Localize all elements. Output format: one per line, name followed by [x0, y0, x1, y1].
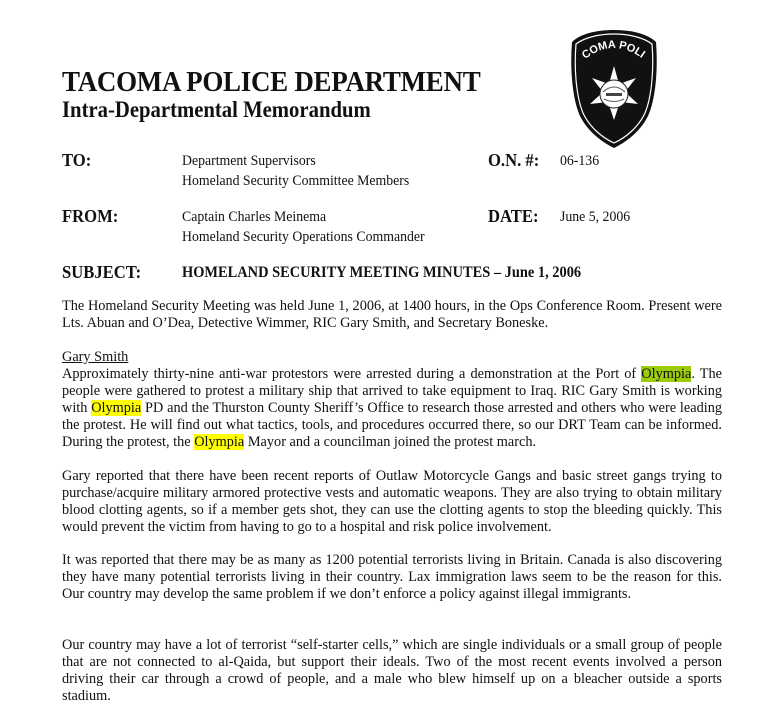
paragraph-4-text: Our country may have a lot of terrorist “self-starter cells,” which are single individuals or a small group of people that are not connected to al-Qaida, but support their ideals. Two of the most recent events involved a person driving their car through a crowd of people, and a male who blew himself up on a bleacher outside a sports stadium.	[62, 637, 722, 704]
paragraph-3	[62, 552, 722, 603]
search-highlight-active: Olympia	[641, 366, 692, 382]
intro-paragraph	[62, 298, 722, 332]
to-label: TO:	[62, 150, 92, 170]
paragraph-2	[62, 468, 722, 536]
on-number-label: O.N. #:	[488, 150, 540, 170]
paragraph-4	[62, 637, 722, 705]
gary-smith-section	[62, 349, 722, 451]
search-highlight: Olympia	[91, 400, 142, 416]
from-label: FROM:	[62, 206, 119, 226]
department-title: TACOMA POLICE DEPARTMENT	[62, 66, 481, 98]
text-run: . The people were gathered to protest a military ship that arrived to take equipment to Iraq. RIC Gary Smith is working with	[62, 366, 722, 416]
paragraph-1	[62, 366, 722, 451]
intro-text: The Homeland Security Meeting was held June 1, 2006, at 1400 hours, in the Ops Conference Room. Present were Lts. Abuan and O’Dea, Detective Wimmer, RIC Gary Smith, and Secretary Boneske.	[62, 298, 722, 331]
section-heading: Gary Smith	[62, 349, 129, 365]
paragraph-2-text: Gary reported that there have been recent reports of Outlaw Motorcycle Gangs and basic street gangs trying to purchase/acquire military armored protective vests and automatic weapons. They are also trying to obtain military blood clotting agents, so if a member gets shot, they can use the clotting agents to stop the bleeding quickly. This would prevent the victim from having to go to a hospital and risk police involvement.	[62, 468, 722, 535]
to-recipient: Homeland Security Committee Members	[182, 173, 410, 189]
text-run: Approximately thirty-nine anti-war protestors were arrested during a demonstration at the Port of	[62, 366, 642, 382]
tacoma-police-badge-icon	[570, 28, 658, 150]
from-sender: Captain Charles Meinema	[182, 209, 327, 225]
on-number-value: 06-136	[560, 153, 600, 169]
paragraph-3-text: It was reported that there may be as many as 1200 potential terrorists living in Britain. Canada is also discovering they have many potential terrorists living in their country. Lax immigration laws seem to be the reason for this. Our country may develop the same problem if we don’t enforce a policy against illegal immigrants.	[62, 552, 722, 602]
memo-subtitle: Intra-Departmental Memorandum	[62, 97, 371, 122]
badge-text: COMA POLI	[579, 38, 648, 62]
to-recipient: Department Supervisors	[182, 153, 316, 169]
subject-value: HOMELAND SECURITY MEETING MINUTES – June 1, 2006	[182, 264, 582, 281]
cut-off-text-line	[62, 719, 722, 725]
date-label: DATE:	[488, 206, 539, 226]
text-run: Mayor and a councilman joined the protest march.	[244, 434, 537, 450]
search-highlight: Olympia	[194, 434, 245, 450]
text-run: PD and the Thurston County Sheriff’s Office to research those arrested and others who were leading the protest. He will find out what tactics, tools, and procedures occurred there, so our DRT Team can be informed. During the protest, the	[62, 400, 722, 450]
subject-label: SUBJECT:	[62, 262, 142, 282]
date-value: June 5, 2006	[560, 209, 631, 225]
from-title: Homeland Security Operations Commander	[182, 229, 425, 245]
